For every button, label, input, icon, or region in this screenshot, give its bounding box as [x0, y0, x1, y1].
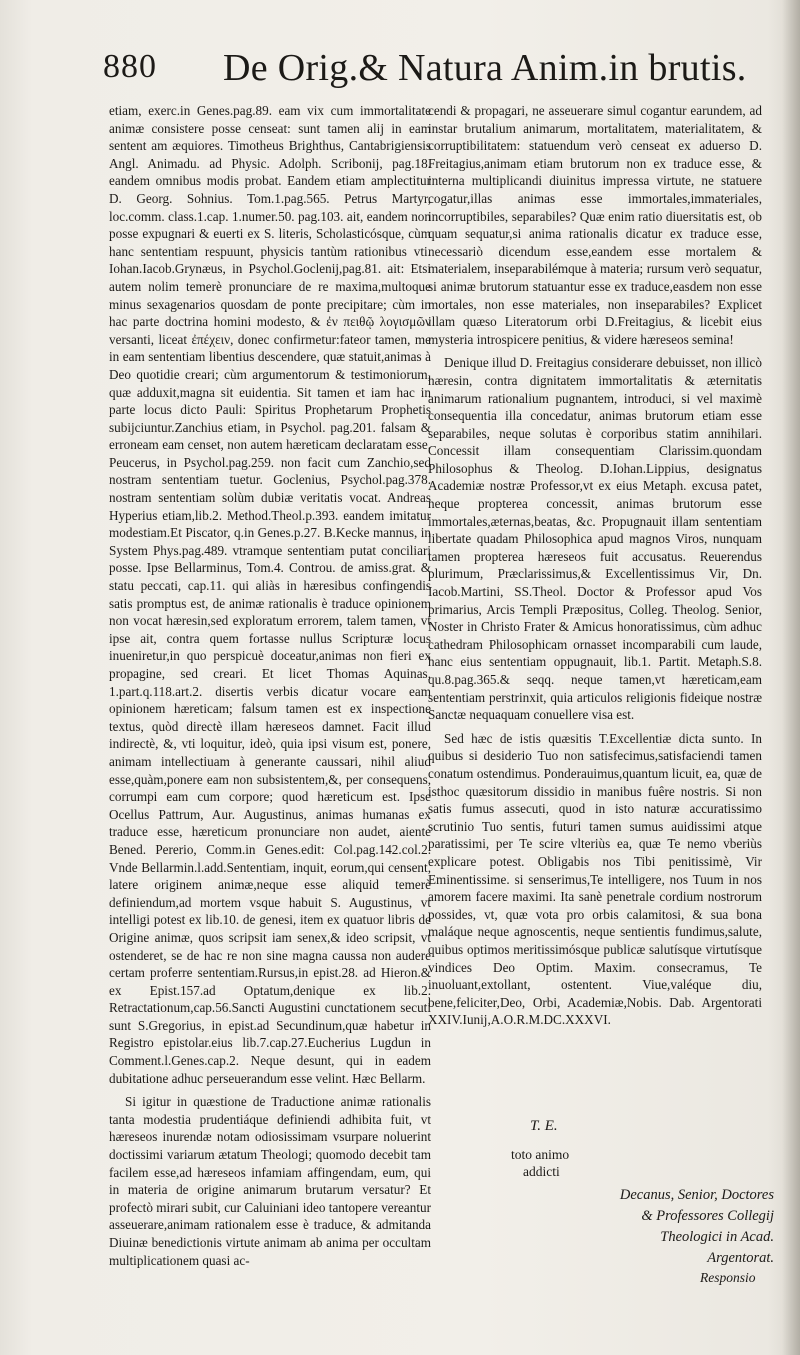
- running-title: De Orig.& Natura Anim.in brutis.: [223, 47, 747, 89]
- signature-line-4: Argentorat.: [707, 1250, 774, 1266]
- closing-initials: T. E.: [530, 1118, 558, 1134]
- left-column: [109, 102, 431, 1269]
- signature-block: [584, 1185, 774, 1269]
- right-paragraph-1: cendi & propagari, ne asseuerare simul cogantur earundem, ad instar brutalium animarum, mortalitatem, materialitatem, & corruptibilitatem: statuendum verò censeat ex aduerso D. Freitagius,animam etiam brutorum non ex traduce esse, & interna multiplicandi diuinitus impressa virtute, ne statuere cogatur,illas animas esse immortales,immateriales, incorruptibiles, separabiles? Quæ enim ratio diuersitatis est, ob quam sequatur,si anima rationalis dicatur ex traduce esse, necessariò dicendum esse,eandem esse mortalem & materialem, inseparabilémque à materia; rursum verò sequatur, si animæ brutorum statuantur esse ex traduce,easdem non esse mortales, non esse materiales, non inseparabiles? Explicet illam quæso Literatorum orbi D.Freitagius, & licebit eius mysteria introspicere penitius, & videre hæreseos semina!: [428, 103, 762, 347]
- right-paragraph-2: Denique illud D. Freitagius considerare debuisset, non illicò hæresin, contra dignitatem immortalitatis & æternitatis animarum rationalium pugnantem, introduci, si vel maximè consequentia illa concedatur, animas brutorum etiam esse separabiles, neque solutas è corporibus statim annihilari. Concessit illam consequentiam Clarissim.quondam Philosophus & Theolog. D.Iohan.Lippius, designatus Academiæ nostræ Professor,vt ex eius Metaph. excusa patet, neque propterea concessit, animas brutorum esse immortales,æternas,beatas, &c. Propugnauit illam sententiam libertate quadam Philosophica apud magnos Viros, nunquam tamen propterea hæreseos fuit accusatus. Reuerendus plurimum, Præclarissimus,& Excellentissimus Vir, Dn. Iacob.Martini, SS.Theol. Doctor & Professor apud Vos primarius, Arcis Templi Præpositus, Colleg. Theolog. Senior, Noster in Christo Frater & Amicus honoratissimus, cùm adhuc cathedram Philosophicam ornasset incomparabili cum laude, hanc eius sententiam oppugnauit, lib.1. Partit. Metaph.S.8. qu.8.pag.365.& seqq. neque tamen,vt hæreticam,eam sententiam perstrinxit, quia articulos religionis fideique nostræ Sanctæ nequaquam conuellere visa est.: [428, 355, 762, 723]
- right-column: [428, 102, 762, 1029]
- signature-line-3: Theologici in Acad.: [660, 1229, 774, 1245]
- right-paragraph-3: Sed hæc de istis quæsitis T.Excellentiæ dicta sunto. In quibus si desiderio Tuo non satisfecimus,satisfaciendi tamen conatum ostendimus. Ponderauimus,quantum licuit, ea, quæ de isthoc quæsitorum dissidio in manibus fuêre nostris. Si non satis fumus assecuti, quod in isto naturæ accuratissimo scrutinio Tuo sentis, futuri tamen sumus auidissimi atque paratissimi, per Te scire vlteriùs ea, quæ Te nemo vberiùs explicare potest. Obligabis nos Tibi penitissimè, Vir Eminentissime. si senserimus,Te intelligere, nos Tuum in nos amorem facere maximi. Ita sanè penetrale cordium nostrorum possides, vt, quæ vota pro orbis calamitosi, & sua bona maláque neque agnoscentis, neque sentientis fundimus,salute, quibus optimos meritissimósque publicæ salutísque virtutísque vindices Deo Optim. Maxim. consecramus, Te inuoluant,extollant, ostentent. Viue,valéque diu, bene,feliciter,Deo, Orbi, Academiæ,Nobis. Dab. Argentorati XXIV.Iunij,A.O.R.M.DC.XXXVI.: [428, 730, 762, 1028]
- page-edge-shadow: [782, 0, 800, 1355]
- signature-line-2: & Professores Collegij: [641, 1208, 774, 1224]
- closing-formula: [511, 1146, 569, 1180]
- page-number: 880: [103, 48, 157, 85]
- catchword: Responsio: [700, 1270, 756, 1285]
- signature-line-1: Decanus, Senior, Doctores: [619, 1187, 774, 1203]
- left-paragraph-1: etiam, exerc.in Genes.pag.89. eam vix cum immortalitate animæ consistere posse censeat: sunt tamen alij in eam sentent am æquiores. Timotheus Brighthus, Cantabrigiensis Angl. Animadu. ad Physic. Adolph. Scribonij, pag.18. eandem omnibus modis probat. Eandem etiam amplectitur D. Georg. Sohnius. Tom.1.pag.565. Petrus Martyr, loc.comm. class.1.cap. 1.numer.50. pag.103. ait, eandem non posse expugnari & euerti ex S. literis, Scholasticósque, cùm hanc sententiam respuunt, physicis tantùm rationibus vti. Iohan.Iacob.Grynæus, in Psychol.Goclenij,pag.81. ait: Etsi autem nolim temerè pronunciare de re maxima,multoque minus sexagenarios quosdam de ponte precipitare; cùm in hac parte doctrina homini modesto, & ἐν πειθῷ λογισμῶν versanti, liceat ἐπέχειν, donec confirmetur:fateor tamen, me in eam sententiam libentius descendere, quæ statuit,animas à Deo quotidie creari; cùm argumentorum & testimoniorum, quæ adduxit,magna sit euidentia. Sit tamen et iam hac in parte locus dicto Pauli: Spiritus Prophetarum Prophetis subijciuntur.Zanchius etiam, in Psychol. pag.201. falsam & erroneam eam censet, non autem hæreticam declaratam esse. Peucerus, in Psychol.pag.259. non facit cum Zanchio,sed nostram sententiam tuetur. Goclenius, Psychol.pag.378. nostram sententiam solùm dubiæ veritatis vocat. Andreas Hyperius etiam,lib.2. Method.Theol.p.393. eandem imitatur modestiam.Et Piscator, q.in Genes.p.27. B.Kecke mannus, in System Phys.pag.489. vtramque sententiam putat conciliari posse. Ipse Bellarminus, Tom.4. Controu. de amiss.grat. & statu peccati, cap.11. qui aliàs in hæresibus confingendis satis promptus est, de animæ rationalis è traduce opinionem non vocat hæresin,sed exploratum errorem, talem tamen, vt ipse ait, contra quem fortasse nullus Scripturæ locus inueniretur,in quo perspicuè doceatur,animas non fieri ex propagine, sed creari. Et licet Thomas Aquinas, 1.part.q.118.art.2. disertis verbis dicatur vocare eam opinionem hæreticam; falsum tamen est ex inspectione textus, quòd directè illam hæreseos damnet. Facit illud indirectè, &, vti loquitur, ideò, quia ipsi visum est, ponere, animam intellectiuam à generante caussari, nihil aliud esse,quàm,ponere eam non subsistentem,&, per consequens, corrumpi eam cum corpore; quod hæreticum est. Ipse Ocellus Pattrum, Aur. Augustinus, animas humanas ex traduce esse, hæreticum pronunciare non audet, aiente Bened. Pererio, Comm.in Genes.edit: Col.pag.142.col.2. Vnde Bellarmin.l.add.Sententiam, inquit, eorum,qui censent, latere originem animæ,neque esse aliquid temerè definiendum,ad mortem vsque habuit S. Augustinus, vt intelligi potest ex lib.10. de genesi, item ex quatuor libris de Origine animæ, quos scripsit iam senex,& ideo scripsit, vt ostenderet, se de hac re non sine magna caussa non audere certam proferre sententiam.Rursus,in epist.28. ad Hieron.& ex Epist.157.ad Optatum,denique ex lib.2. Retractationum,cap.56.Sancti Augustini cunctationem secuti sunt S.Gregorius, in epist.ad Secundinum,quæ habetur in Registro epistolar.eius lib.7.cap.27.Eucherius Lugdun in Comment.l.Genes.cap.2. Neque desunt, qui in eadem dubitatione adhuc perseuerandum esse velint. Hæc Bellarm.: [109, 103, 431, 1086]
- left-paragraph-2: Si igitur in quæstione de Traductione animæ rationalis tanta modestia prudentiáque definiendi adhibita fuit, vt hæreseos inurendæ notam odiosissimam vsurpare noluerint doctissimi variarum ætatum Theologi; quomodo decebit tam facilem esse,ad hæreseos infamiam affingendam, eum, qui in materia de origine animarum brutarum versatur? Et profectò mirari subit, cur Caluiniani ideo tantopere vereantur asseuerare,animam rationalem esse è traduce, & admitanda Diuinæ benedictionis virtute animam ab anima per occultam multiplicationem quasi ac-: [109, 1094, 431, 1268]
- closing-line-2: addicti: [523, 1164, 560, 1179]
- closing-line-1: toto animo: [511, 1147, 570, 1162]
- page-header: [103, 46, 747, 96]
